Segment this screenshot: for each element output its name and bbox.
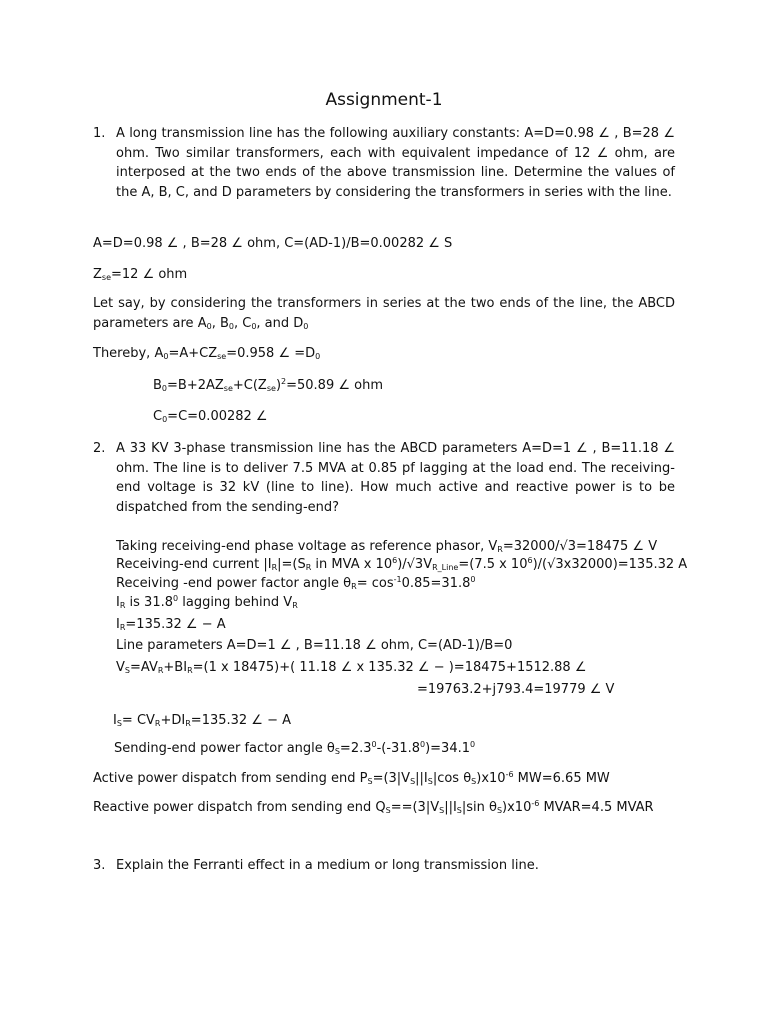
solution-2-line-12: Reactive power dispatch from sending end $Q_S==(3|V_S||I_S|\sin$ $\theta_S)x10^{-6}$ MVAR=4.5 MVAR [93, 799, 654, 815]
solution-1-line-5: $B_0=B+2AZ_{se}+C(Z_{se})^2=50.89$ ∠ ohm [153, 377, 383, 393]
solution-1-line-4: Thereby, $A_0=A+CZ_{se}=0.958$ ∠ $=D_0$ [93, 346, 321, 361]
solution-2-line-1: Taking receiving-end phase voltage as reference phasor, $V_R=32000/√3=18475$ ∠ V [116, 539, 658, 554]
page-title: Assignment-1 [325, 90, 443, 110]
solution-1-line-3: Let say, by considering the transformers in series at the two ends of the line, the ABCD parameters are $A_0$, $B_0$, $C_0$, and $D_0$ [93, 296, 675, 331]
question-3-number: 3. [93, 858, 106, 873]
solution-2-line-7: $V_S=AV_R+BI_R=(1$ x 18475)+( 11.18 ∠ x 135.32 ∠ − )=18475+1512.88 ∠ [116, 660, 587, 675]
solution-2-line-5: $I_R=135.32$ ∠ − A [116, 617, 226, 632]
solution-2-line-9: $I_S= CV_R+DI_R=135.32$ ∠ − A [113, 713, 292, 728]
solution-1-line-1: A=D=0.98 ∠ , B=28 ∠ ohm, C=(AD-1)/B=0.00282 ∠ S [93, 236, 453, 251]
question-2-number: 2. [93, 441, 106, 456]
solution-1-line-6: $C_0=C=0.00282$ ∠ [153, 409, 268, 424]
question-1-text: A long transmission line has the following auxiliary constants: A=D=0.98 ∠ , B=28 ∠ ohm. Two similar transformers, each with equivalent impedance of 12 ∠ ohm, are interposed at the two ends of the above transmission line. Determine the values of the A, B, C, and D parameters by considering the transformers in series with the line. [116, 126, 675, 200]
question-2-text: A 33 KV 3-phase transmission line has the ABCD parameters A=D=1 ∠ , B=11.18 ∠ ohm. The line is to deliver 7.5 MVA at 0.85 pf lagging at the load end. The receiving-end voltage is 32 kV (line to line). How much active and reactive power is to be dispatched from the sending-end? [116, 441, 675, 515]
solution-2-line-10: Sending-end power factor angle $\theta_S=2.3^0-(-31.8^0)=34.1^0$ [114, 740, 476, 756]
solution-1-line-2: $Z_{se}=12$ ∠ ohm [93, 267, 188, 282]
solution-2-line-2: Receiving-end current $|I_R|=(S_R$ in MVA x $10^6)/√3V_{R\_Line}=(7.5$ x $10^6)/(√3x32000)=135.32$ A [116, 556, 688, 572]
solution-2-line-6: Line parameters A=D=1 ∠ , B=11.18 ∠ ohm, C=(AD-1)/B=0 [116, 638, 513, 653]
solution-2-line-3: Receiving -end power factor angle $\theta_R= \cos^{-1}0.85=31.8^0$ [116, 575, 476, 591]
solution-2-line-11: Active power dispatch from sending end $P_S=(3|V_S||I_S|\cos$ $\theta_S)x10^{-6}$ MW=6.65 MW [93, 770, 610, 786]
question-3-text: Explain the Ferranti effect in a medium or long transmission line. [116, 858, 539, 873]
solution-2-line-8: =19763.2+j793.4=19779 ∠ V [417, 682, 615, 697]
question-1-number: 1. [93, 126, 106, 141]
solution-2-line-4: $I_R$ is 31.8$^0$ lagging behind $V_R$ [116, 594, 298, 610]
